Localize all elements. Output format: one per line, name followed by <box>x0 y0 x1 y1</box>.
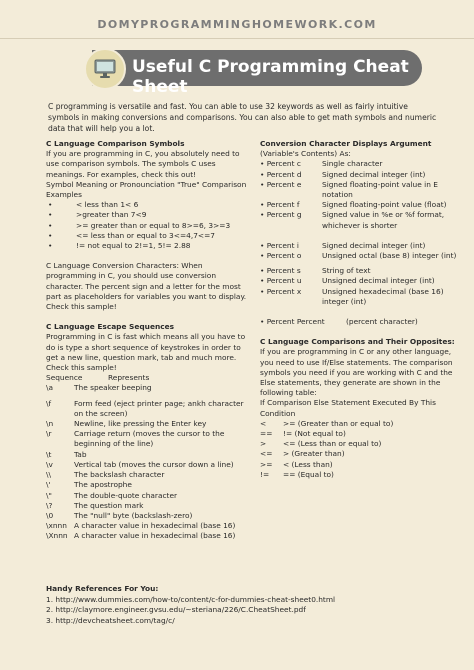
right-column <box>260 139 460 480</box>
list-item: • >= greater than or equal to 8>=6, 3>=3 <box>48 220 231 230</box>
conversion-heading: Conversion Character Displays Argument <box>260 139 432 148</box>
left-column <box>46 139 250 542</box>
site-name: DOMYPROGRAMMINGHOMEWORK.COM <box>97 18 377 31</box>
table-row: \" The double-quote character <box>46 490 178 500</box>
table-row: \xnnn A character value in hexadecimal (base 16) <box>46 521 236 531</box>
opposites-heading: C Language Comparisons and Their Opposites: <box>260 337 455 347</box>
list-item: • Percent x Unsigned hexadecimal (base 16) integer (int) <box>260 286 444 306</box>
escape-header-row <box>46 373 250 383</box>
list-item: • Percent s String of text <box>260 266 371 276</box>
table-row: \t Tab <box>46 449 87 459</box>
opposites-columns: If Comparison Else Statement Executed By This Condition <box>260 398 436 418</box>
comparison-list <box>46 200 250 251</box>
opposites-text: If you are programming in C or any other language, you need to use If/Else statements. The comparison symbols you need if you are working with C and the Else statements, they generate are shown in the following table: <box>260 347 453 398</box>
list-item: • != not equal to 2!=1, 5!= 2.88 <box>48 241 191 251</box>
list-item: • Percent d Signed decimal integer (int) <box>260 169 426 179</box>
comparison-heading: C Language Comparison Symbols <box>46 139 185 148</box>
list-item: • >greater than 7<9 <box>48 210 147 220</box>
table-row: \a The speaker beeping <box>46 383 152 393</box>
conversion-subheading: (Variable's Contents) As: <box>260 149 351 159</box>
table-row: \? The question mark <box>46 500 144 510</box>
opposites-list <box>260 419 460 480</box>
conversion-list <box>260 159 460 327</box>
references-heading: Handy References For You: <box>46 584 159 593</box>
list-item: • Percent o Unsigned octal (base 8) integer (int) <box>260 251 457 261</box>
table-row: < >= (Greater than or equal to) <box>260 418 394 428</box>
computer-monitor-icon <box>84 48 126 90</box>
table-row: \' The apostrophe <box>46 480 132 490</box>
title-banner <box>92 50 422 97</box>
page-title: Useful C Programming Cheat Sheet <box>132 57 409 97</box>
table-row: >= < (Less than) <box>260 459 333 469</box>
list-item: • Percent e Signed floating-point value in E notation <box>260 179 438 200</box>
list-item: • Percent f Signed floating-point value (float) <box>260 200 447 210</box>
list-item: • < less than 1< 6 <box>48 200 139 210</box>
table-row: <= > (Greater than) <box>260 449 345 459</box>
table-row: \0 The "null" byte (backslash-zero) <box>46 510 193 520</box>
list-item: • Percent g Signed value in %e or %f format, whichever is shorter <box>260 210 445 230</box>
reference-link[interactable]: 2. http://claymore.engineer.gvsu.edu/~steriana/226/C.CheatSheet.pdf <box>46 605 306 615</box>
table-row: \v Vertical tab (moves the cursor down a line) <box>46 459 234 469</box>
list-item: • Percent Percent (percent character) <box>260 317 418 327</box>
reference-link[interactable]: 1. http://www.dummies.com/how-to/content/c-for-dummies-cheat-sheet0.html <box>46 594 336 604</box>
header-divider <box>0 38 474 39</box>
table-row: \r Carriage return (moves the cursor to the beginning of the line) <box>46 429 225 449</box>
sequence-column-header: Sequence <box>46 373 83 383</box>
intro-paragraph: C programming is versatile and fast. You can able to use 32 keywords as well as fairly intuitive symbols in making conversions and comparisons. You can also able to get math symbols and numeric data that will help you a lot. <box>48 102 437 133</box>
list-item: • Percent i Signed decimal integer (int) <box>260 240 426 250</box>
table-row: == != (Not equal to) <box>260 429 346 439</box>
reference-link[interactable]: 3. http://devcheatsheet.com/tag/c/ <box>46 615 175 625</box>
represents-column-header: Represents <box>108 373 150 383</box>
comparison-text: If you are programming in C, you absolutely need to use comparison symbols. The symbols C uses meanings. For examples, check this out! <box>46 149 240 179</box>
references <box>46 584 446 626</box>
list-item: • Percent u Unsigned decimal integer (int) <box>260 276 435 286</box>
table-row: \Xnnn A character value in hexadecimal (base 16) <box>46 531 236 541</box>
list-item: • <= less than or equal to 3<=4,7<=7 <box>48 230 215 240</box>
conversion-intro-text: C Language Conversion Characters: When programming in C, you should use conversion character. The percent sign and a letter for the most part as placeholders for variables you want to display. Check this sample! <box>46 261 247 312</box>
table-row: != == (Equal to) <box>260 469 334 479</box>
table-row: \\ The backslash character <box>46 470 165 480</box>
list-item: • Percent c Single character <box>260 159 383 169</box>
escape-heading: C Language Escape Sequences <box>46 322 175 332</box>
table-row: \f Form feed (eject printer page; ankh character on the screen) <box>46 398 244 418</box>
comparison-columns: Symbol Meaning or Pronounciation "True" Comparison Examples <box>46 179 247 200</box>
table-row: > <= (Less than or equal to) <box>260 439 382 449</box>
table-row: \n Newline, like pressing the Enter key <box>46 419 207 429</box>
escape-list <box>46 383 250 541</box>
escape-text: Programming in C is fast which means all you have to do is type a short sequence of keystrokes in order to get a new line, question mark, tab and much more. Check this sample! <box>46 332 246 373</box>
